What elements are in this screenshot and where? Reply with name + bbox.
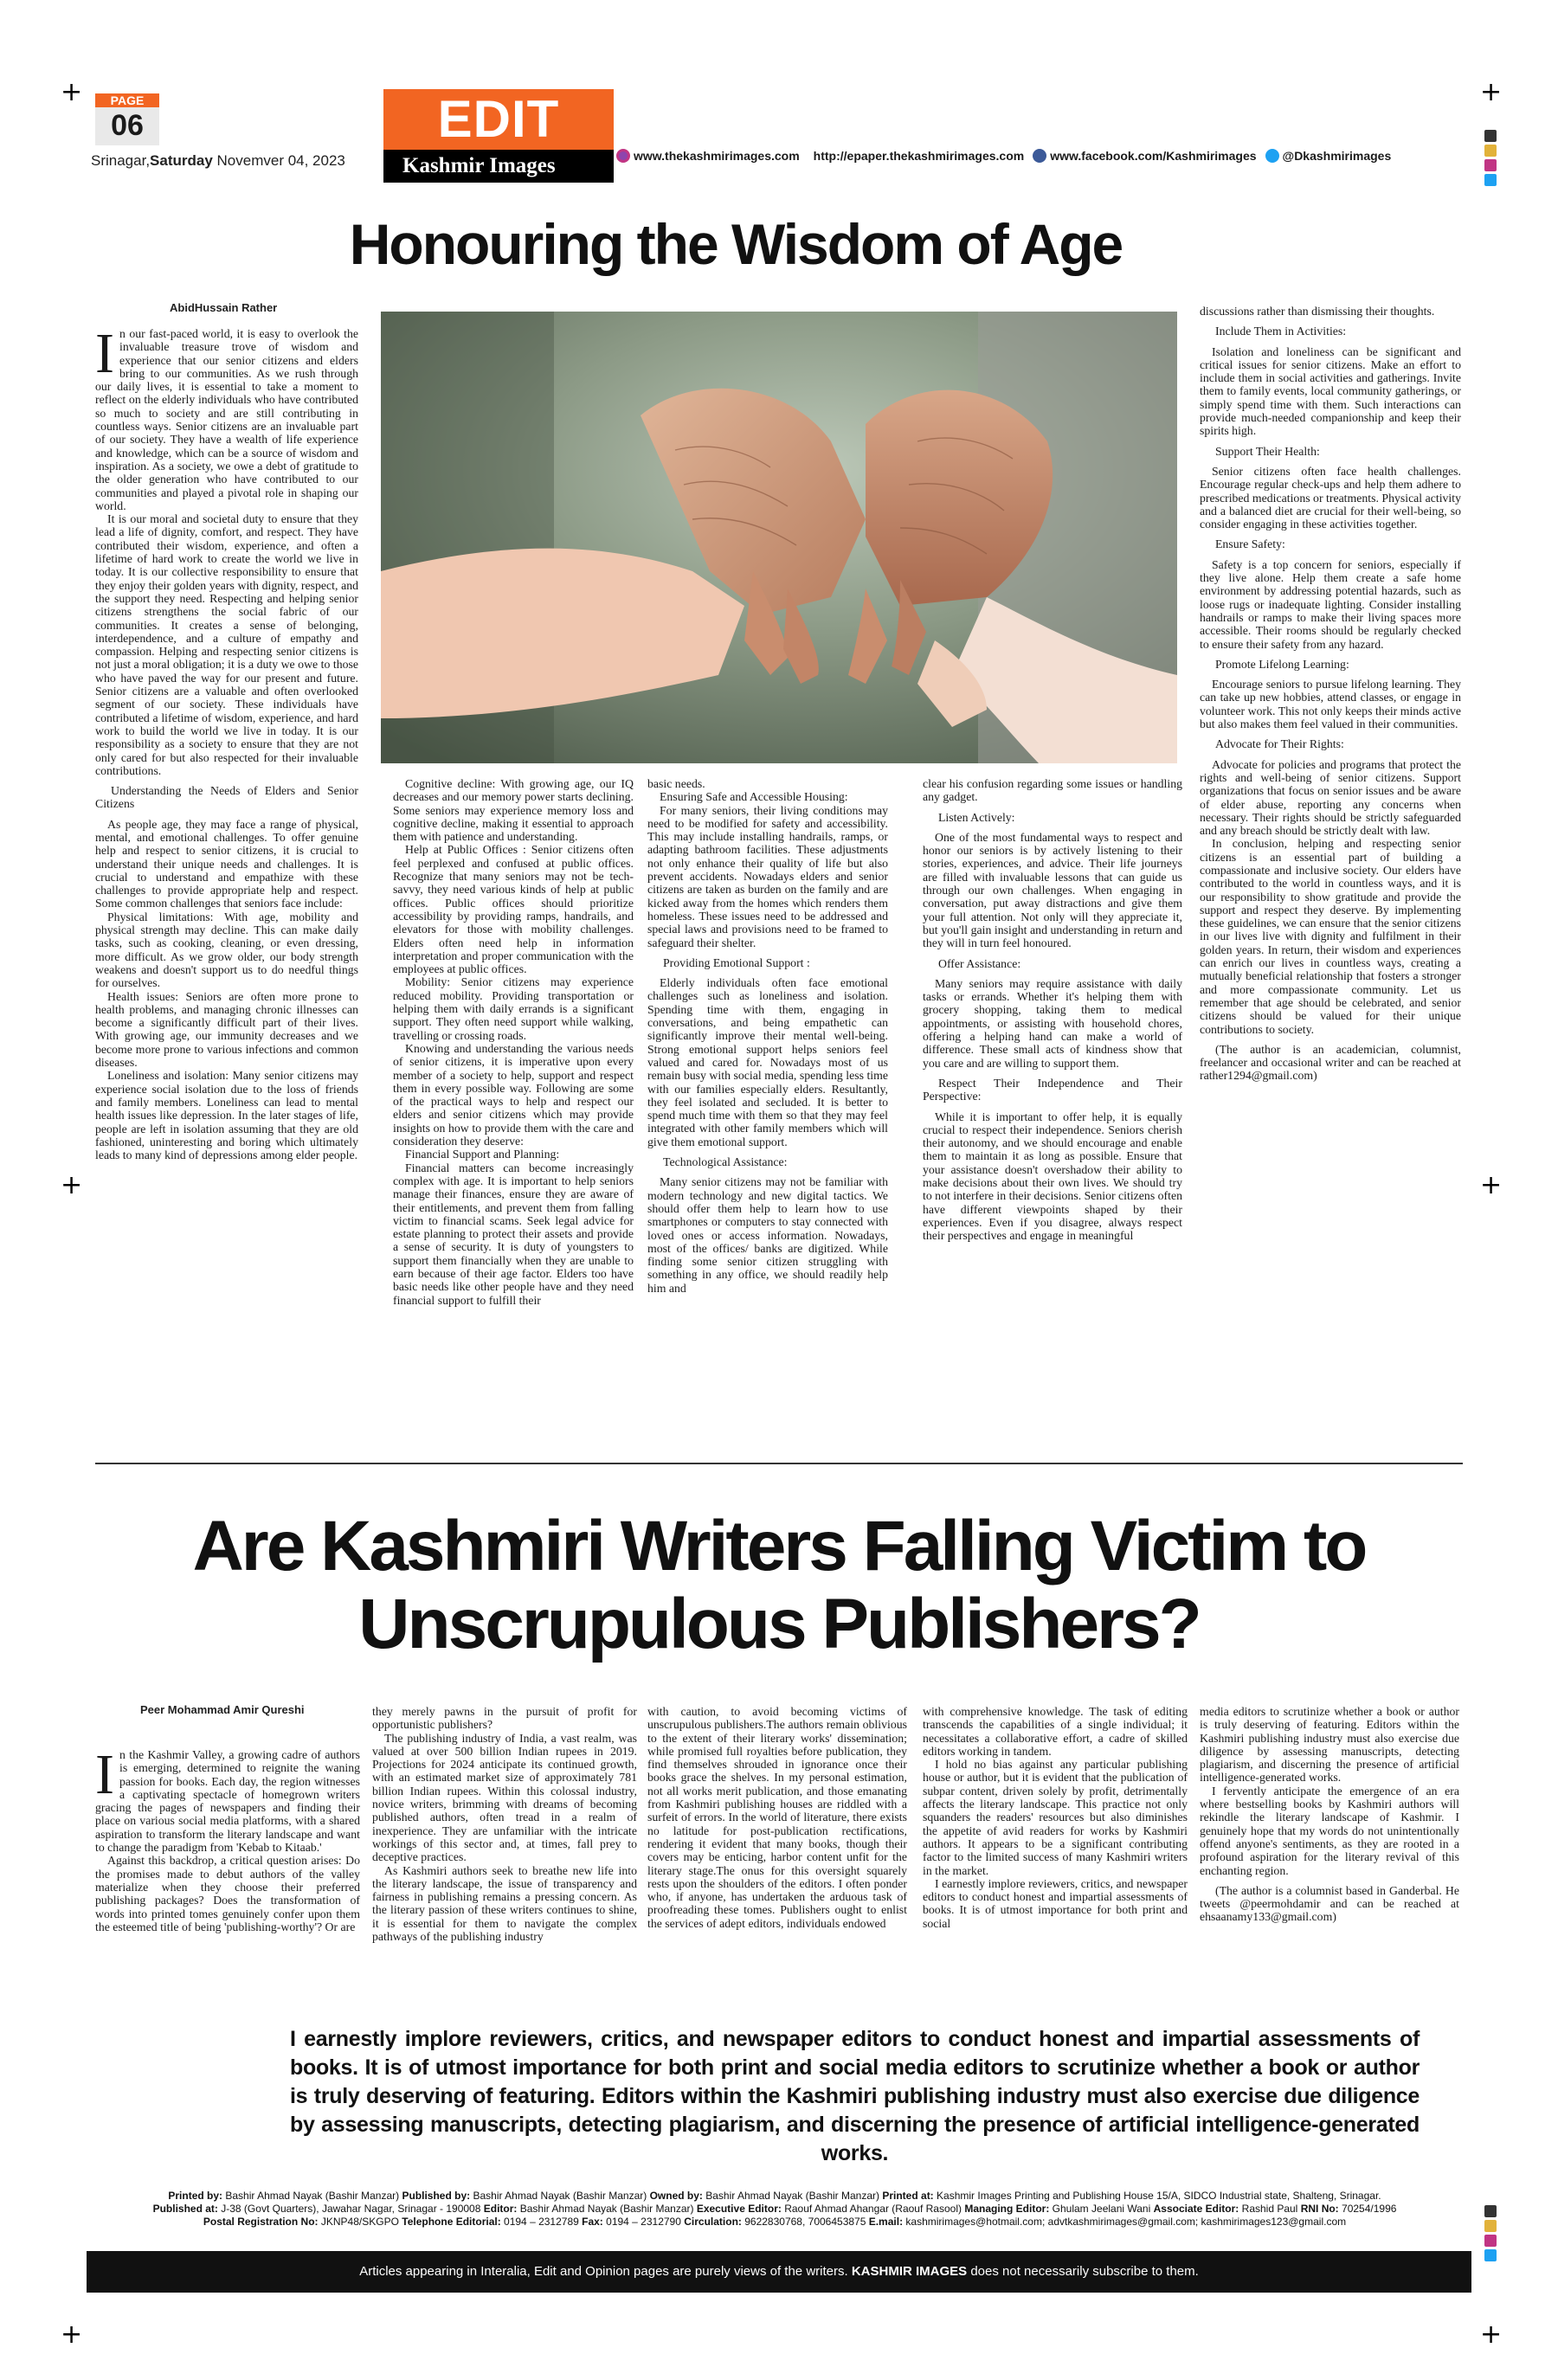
paragraph: Help at Public Offices : Senior citizens often feel perplexed and confused at public offices. Recognize that many seniors may not be tech-savvy, they need various kinds of help at public offices. Public offices should prioritize accessibility by providing ramps, handrails, and elevators for those with mobility challenges. Elders often need help in information interpretation and proper communication with the employees at public offices.	[393, 843, 634, 976]
instagram-icon	[616, 149, 630, 163]
drop-cap: I	[95, 327, 114, 385]
subheading: Ensuring Safe and Accessible Housing:	[660, 790, 848, 804]
header-links	[616, 149, 1391, 163]
article-divider	[95, 1463, 1463, 1464]
registration-mark: +	[1480, 1170, 1503, 1200]
instagram-icon	[1484, 159, 1497, 171]
page-label: PAGE	[95, 93, 159, 107]
article-column	[95, 1748, 360, 1999]
section-masthead	[383, 89, 614, 183]
author-note: (The author is a columnist based in Ganderbal. He tweets @peermohdamir and can be reached at ehsaanamy133@gmail.com)	[1200, 1883, 1459, 1924]
paragraph: Elderly individuals often face emotional challenges such as loneliness and isolation. Spending time with them, engaging in conversations, and being empathetic can significantly improve their mental well-being. Strong emotional support helps seniors feel valued and cared for. Nowadays most of us remain busy with social media, spending less time with our families especially elders. Resultantly, they feel isolated and secluded. It is better to spend much time with them so that they may feel integrated with other family members which will give them emotional support.	[647, 976, 888, 1148]
social-icon-strip	[1484, 130, 1497, 189]
article-column	[393, 777, 634, 1409]
article-column	[923, 1705, 1188, 1999]
paragraph: The publishing industry of India, a vast realm, was valued at over 500 billion Indian rupees in 2019. Projections for 2024 anticipate its continued growth, with an estimated market size of approximately 781 billion Indian rupees. Within this colossal industry, novice writers, brimming with dreams of becoming published authors, often tread in a realm of inexperience. They are unfamiliar with the intricate workings of this sector and, at times, fall prey to deceptive practices.	[372, 1731, 637, 1864]
paragraph: Physical limitations: With age, mobility and physical strength may decline. This can make daily tasks, such as cooking, cleaning, or even dressing, more difficult. As we grow older, our body strength weakens and doesn't support us to do needful things for ourselves.	[95, 910, 358, 990]
epaper-link[interactable]: http://epaper.thekashmirimages.com	[813, 149, 1025, 163]
page-number-tag	[95, 93, 159, 145]
website-link[interactable]: www.thekashmirimages.com	[634, 149, 800, 163]
article-column	[372, 1705, 637, 1999]
subheading: Ensure Safety:	[1215, 537, 1285, 551]
hands-image	[381, 312, 1177, 763]
pull-quote: I earnestly implore reviewers, critics, and newspaper editors to conduct honest and impartial assessments of books. It is of utmost importance for both print and social media editors to scrutinize whether a book or author is truly deserving of featuring. Editors within the Kashmiri publishing industry must also exercise due diligence by assessing manuscripts, detecting plagiarism, and discerning the presence of artificial intelligence-generated works.	[290, 2027, 1420, 2165]
registration-mark: +	[61, 77, 83, 107]
paragraph: Mobility: Senior citizens may experience reduced mobility. Providing transportation or helping them with daily errands is a significant support. They often need support while walking, travelling or crossing roads.	[393, 975, 634, 1042]
registration-mark: +	[61, 2319, 83, 2350]
paragraph: n the Kashmir Valley, a growing cadre of authors is emerging, determined to reignite the waning passion for books. Each day, the region witnesses a captivating spectacle of homegrown writers gracing the pages of newspapers and finding their place on various social media platforms, with a shared aspiration to transform the literary landscape and want to change the paradigm from 'Kebab to Kitaab.'	[95, 1748, 360, 1855]
twitter-icon	[1265, 149, 1279, 163]
page-number: 06	[111, 109, 144, 142]
author-note: (The author is an academician, columnist, freelancer and occasional writer and can be reached at rather1294@gmail.com)	[1200, 1042, 1461, 1083]
registration-mark: +	[1480, 2319, 1503, 2350]
elderly-hands-photo	[381, 312, 1177, 763]
article-column	[923, 777, 1182, 1409]
paragraph: with caution, to avoid becoming victims of unscrupulous publishers.The authors remain oblivious to the extent of their literary works' dissemination; while promised full royalties before publication, they find themselves shrouded in ignorance once their books grace the shelves. In my personal estimation, not all works merit publication, and those emanating from Kashmiri publishing houses are riddled with a surfeit of errors. In the world of literature, there exists no latitude for post-publication rectifications, rendering it evident that many books, though their covers may be enticing, harbor content unfit for the literary stage.The onus for this oversight squarely rests upon the shoulders of the editors. I often ponder who, if anyone, has undertaken the arduous task of proofreading these tomes. Publishers ought to enlist the services of adept editors, individuals endowed	[647, 1705, 907, 1930]
paragraph: I fervently anticipate the emergence of an era where bestselling books by Kashmiri authors will rekindle the literary landscape of Kashmir. I genuinely hope that my words do not unintentionally offend anyone's sentiments, as they are rooted in a profound aspiration for the literary revival of this enchanting region.	[1200, 1784, 1459, 1877]
section-title: EDIT	[383, 89, 614, 150]
article-headline: Honouring the Wisdom of Age	[349, 212, 1123, 276]
paragraph: Senior citizens often face health challenges. Encourage regular check-ups and help them adhere to prescribed medications or treatments. Physical activity and a balanced diet are crucial for their well-being, so consider engaging in these activities together.	[1200, 464, 1461, 531]
registration-mark: +	[61, 1170, 83, 1200]
paragraph: n our fast-paced world, it is easy to overlook the invaluable treasure trove of wisdom and experience that our senior citizens and elders bring to our communities. As we rush through our daily lives, it is essential to take a moment to reflect on the elderly individuals who have contributed so much to society and are still contributing in countless ways. Senior citizens are an invaluable part of our society. They have a wealth of life experience and knowledge, which can be a source of wisdom and inspiration. As a society, we owe a debt of gratitude to the older generation who have contributed to our communities and played a pivotal role in shaping our world.	[95, 327, 358, 512]
paragraph: Advocate for policies and programs that protect the rights and well-being of senior citizens. Support organizations that focus on senior issues and be aware of elder abuse, reporting any concerns when necessary. Their rights should be strictly safeguarded and any breach should be strictly dealt with law.	[1200, 757, 1461, 838]
paragraph: In conclusion, helping and respecting senior citizens is an essential part of building a compassionate and inclusive society. Our elders have contributed to the world in countless ways, and it is our responsibility to show gratitude and provide the support and respect they deserve. By implementing these guidelines, we can ensure that the senior citizens in our lives live with dignity and fulfilment in their golden years. In return, their wisdom and experiences can enrich our lives in countless ways, creating a mutually beneficial relationship that fosters a stronger and more compassionate community. Let us remember that age should be celebrated, and senior citizens should be valued for their unique contributions to society.	[1200, 837, 1461, 1036]
paragraph: Many seniors may require assistance with daily tasks or errands. Whether it's helping them with grocery shopping, taking them to medical appointments, or assisting with household chores, offering a helping hand can make a world of difference. These small acts of kindness show that you care and are willing to support them.	[923, 976, 1182, 1070]
pinterest-icon	[1484, 145, 1497, 157]
paragraph: I earnestly implore reviewers, critics, and newspaper editors to conduct honest and impartial assessments of books. It is of utmost importance for both print and social	[923, 1876, 1188, 1930]
paragraph: media editors to scrutinize whether a book or author is truly deserving of featuring. Editors within the Kashmiri publishing industry must also exercise due diligence by assessing manuscripts, detecting plagiarism, and discerning the presence of artificial intelligence-generated works.	[1200, 1705, 1459, 1785]
twitter-icon	[1484, 174, 1497, 186]
paragraph: Safety is a top concern for seniors, especially if they live alone. Help them create a safe home environment by addressing potential hazards, such as loose rugs or inadequate lighting. Consider installing handrails or ramps to make their living spaces more accessible. Their rooms should be regularly checked to ensure their safety from any hazard.	[1200, 557, 1461, 651]
disclaimer-bar: Articles appearing in Interalia, Edit and Opinion pages are purely views of the writers. KASHMIR IMAGES does not necessarily subscribe to them.	[87, 2251, 1471, 2293]
paragraph: Many senior citizens may not be familiar with modern technology and new digital tactics. We should offer them help to learn how to use smartphones or computers to stay connected with loved ones or access information. Nowadays, most of the offices/ banks are digitized. While finding some senior citizen struggling with something in any office, we should readily help him and	[647, 1175, 888, 1295]
paragraph: While it is important to offer help, it is equally crucial to respect their independence. Seniors cherish their autonomy, and we should encourage and enable them to maintain it as long as possible. Ensure that your assistance doesn't overshadow their ability to make decisions about their own lives. We should try to not interfere in their decisions. Senior citizens often have different viewpoints shaped by their experiences. Even if you disagree, always respect their perspectives and engage in meaningful	[923, 1110, 1182, 1243]
paragraph: For many seniors, their living conditions may need to be modified for safety and accessibility. This may include installing handrails, ramps, or adapting bathroom facilities. These adjustments not only enhance their quality of life but also prevent accidents. Nowadays elders and senior citizens are taken as burden on the family and are kicked away from the homes which renders them homeless. These issues need to be addressed and special laws and provisions need to be framed to safeguard their shelter.	[647, 803, 888, 949]
article-headline: Are Kashmiri Writers Falling Victim to Unscrupulous Publishers?	[192, 1507, 1366, 1663]
subheading: Technological Assistance:	[663, 1155, 788, 1169]
paragraph: As Kashmiri authors seek to breathe new life into the literary landscape, the issue of transparency and fairness in publishing remains a pressing concern. As the literary passion of these writers continues to shine, it is essential for them to navigate the complex pathways of the publishing industry	[372, 1863, 637, 1944]
article-byline: Peer Mohammad Amir Qureshi	[140, 1703, 305, 1716]
dateline: Srinagar,Saturday Novemver 04, 2023	[91, 152, 345, 169]
paragraph: Health issues: Seniors are often more prone to health problems, and managing chronic illnesses can become a significantly difficult part of their lives. With growing age, our immunity decreases and we become more prone to various infections and common diseases.	[95, 989, 358, 1070]
instagram-icon	[1484, 2235, 1497, 2247]
paragraph: basic needs.	[647, 777, 705, 790]
paragraph: Knowing and understanding the various needs of senior citizens, it is imperative upon every member of a society to help, support and respect them in every possible way. Following are some of the practical ways to help and respect our elders and senior citizens which may provide insights on how to provide them with the care and consideration they deserve:	[393, 1041, 634, 1148]
paragraph: As people age, they may face a range of physical, mental, and emotional challenges. To offer genuine help and respect to senior citizens, it is crucial to understand their unique needs and challenges. It is crucial to understand and empathize with these challenges to provide appropriate help and respect. Some common challenges that seniors face include:	[95, 817, 358, 910]
imprint-line: Postal Registration No: JKNP48/SKGPO Telephone Editorial: 0194 – 2312789 Fax: 0194 – 2312790 Circulation: 9622830768, 7006453875 E.mail: kashmirimages@hotmail.com; advtkashmirimages@gmail.com; kashmirimages123@gmail.com	[203, 2216, 1347, 2228]
subheading: Understanding the Needs of Elders and Senior Citizens	[95, 784, 358, 811]
paragraph: One of the most fundamental ways to respect and honor our seniors is by actively listening to their stories, experiences, and advice. Their life journeys are filled with invaluable lessons that can guide us through our own challenges. When engaging in conversation, put away distractions and give them your full attention. Not only will they appreciate it, but you'll gain insight and understanding in return and they will in turn feel honoured.	[923, 830, 1182, 950]
article-byline: AbidHussain Rather	[170, 301, 278, 314]
subheading: Providing Emotional Support :	[663, 955, 810, 969]
twitter-icon	[1484, 2249, 1497, 2261]
subheading: Respect Their Independence and Their Perspective:	[923, 1076, 1182, 1103]
brand-name: KASHMIR IMAGES	[851, 2264, 968, 2279]
registration-mark: +	[1480, 77, 1503, 107]
paragraph: Against this backdrop, a critical question arises: Do the promises made to debut authors of the valley materialize when they choose their preferred publishing packages? Does the transformation of words into printed tomes genuinely confer upon them the esteemed title of being 'publishing-worthy'? Or are	[95, 1854, 360, 1933]
paragraph: It is our moral and societal duty to ensure that they lead a life of dignity, comfort, and respect. They have contributed their wisdom, experience, and often a lifetime of hard work to create the world we live in today. It is our collective responsibility to ensure that they enjoy their golden years with dignity, respect, and the support they need. Respecting and helping senior citizens strengthens the social fabric of our communities. It creates a sense of belonging, interdependence, and a culture of empathy and compassion. Helping and respecting senior citizens is not just a moral obligation; it is a duty we owe to those who have paved the way for our present and future. Senior citizens are a valuable and often overlooked segment of our society. These individuals have contributed a lifetime of wisdom, experience, and hard work to build the world we live in today. It is our responsibility as a society to ensure that they are not only cared for but also respected for their invaluable contributions.	[95, 512, 358, 777]
paragraph: Isolation and loneliness can be significant and critical issues for senior citizens. Make an effort to include them in social activities and gatherings. Invite them to family events, local community gatherings, or simply spend time with them. Such interactions can provide much-needed companionship and keep their spirits high.	[1200, 344, 1461, 438]
paper-name: Kashmir Images	[383, 150, 614, 183]
paragraph: they merely pawns in the pursuit of profit for opportunistic publishers?	[372, 1705, 637, 1732]
article-column	[95, 327, 358, 1409]
subheading: Support Their Health:	[1215, 444, 1320, 458]
paragraph: clear his confusion regarding some issues or handling any gadget.	[923, 777, 1182, 804]
subheading: Include Them in Activities:	[1215, 325, 1347, 338]
article-column	[1200, 305, 1461, 1412]
paragraph: I hold no bias against any particular publishing house or author, but it is evident that the publication of subpar content, driven solely by profit, detrimentally affects the literary landscape. This practice not only squanders the readers' resources but also diminishes the appetite of avid readers for works by Kashmiri authors. It appears to be a significant contributing factor to the limited success of many Kashmiri writers in the market.	[923, 1758, 1188, 1877]
paragraph: Loneliness and isolation: Many senior citizens may experience social isolation due to the loss of friends and family members. Loneliness can lead to mental health issues like depression. In the later stages of life, people are left in isolation assuming that they are old fashioned, uninteresting and boring which ultimately leads to many kind of depressions among elder people.	[95, 1069, 358, 1162]
subheading: Listen Actively:	[938, 810, 1015, 824]
paragraph: Cognitive decline: With growing age, our IQ decreases and our memory power starts declining. Some seniors may experience memory loss and cognitive decline, making it essential to approach them with patience and understanding.	[393, 777, 634, 844]
article-column	[647, 1705, 907, 1999]
imprint-line: Printed by: Bashir Ahmad Nayak (Bashir Manzar) Published by: Bashir Ahmad Nayak (Bashir Manzar) Owned by: Bashir Ahmad Nayak (Bashir Manzar) Printed at: Kashmir Images Printing and Publishing House 15/A, SIDCO Industrial state, Shalteng, Srinagar.	[168, 2190, 1381, 2202]
twitter-link[interactable]: @Dkashmirimages	[1282, 149, 1392, 163]
drop-cap: I	[95, 1748, 114, 1806]
paragraph: Financial matters can become increasingly complex with age. It is important to help seniors manage their finances, ensure they are aware of their entitlements, and prevent them from falling victim to financial scams. Seek legal advice for estate planning to protect their assets and provide a sense of security. It is duty of youngsters to support them financially when they are unable to earn because of their age factor. Elders too have basic needs like other people have and they need financial support to fulfill their	[393, 1161, 634, 1307]
article-column	[647, 777, 888, 1409]
imprint	[52, 2190, 1497, 2229]
facebook-link[interactable]: www.facebook.com/Kashmirimages	[1050, 149, 1257, 163]
subheading: Financial Support and Planning:	[405, 1148, 560, 1161]
subheading: Promote Lifelong Learning:	[1215, 657, 1349, 671]
imprint-line: Published at: J-38 (Govt Quarters), Jawahar Nagar, Srinagar - 190008 Editor: Bashir Ahmad Nayak (Bashir Manzar) Executive Editor: Raouf Ahmad Ahangar (Raouf Rasool) Managing Editor: Ghulam Jeelani Wani Associate Editor: Rashid Paul RNI No: 70254/1996	[152, 2203, 1397, 2215]
subheading: Advocate for Their Rights:	[1215, 737, 1344, 751]
paragraph: Encourage seniors to pursue lifelong learning. They can take up new hobbies, attend classes, or engage in volunteer work. This not only keeps their minds active but also makes them feel valued in their communities.	[1200, 678, 1461, 731]
subheading: Offer Assistance:	[938, 956, 1021, 970]
facebook-icon	[1033, 149, 1046, 163]
paragraph: with comprehensive knowledge. The task of editing transcends the capabilities of a single individual; it necessitates a collaborative effort, a cadre of skilled editors working in tandem.	[923, 1705, 1188, 1758]
article-column	[1200, 1705, 1459, 1999]
paragraph: discussions rather than dismissing their thoughts.	[1200, 305, 1435, 318]
mail-icon	[1484, 130, 1497, 142]
